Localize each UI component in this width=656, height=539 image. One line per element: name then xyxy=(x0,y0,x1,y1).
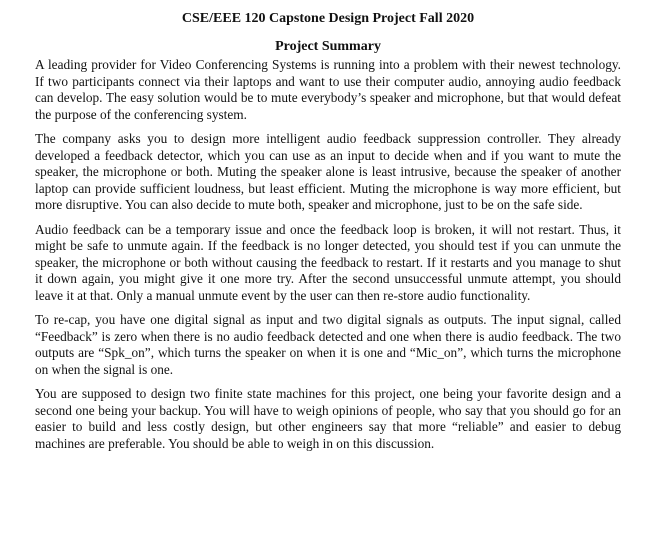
paragraph-company-request: The company asks you to design more intelligent audio feedback suppression controller. They already developed a feedback detector, which you can use as an input to decide when and if you want to mute the speaker, the microphone or both. Muting the speaker alone is least intrusive, because the speaker of another laptop can provide sufficient loudness, but least efficient. Muting the microphone is way more efficient, but more disruptive. You can also decide to mute both, speaker and microphone, just to be on the safe side. xyxy=(35,131,621,212)
paragraph-intro: A leading provider for Video Conferencing Systems is running into a problem with their newest technology. If two participants connect via their laptops and want to use their computer audio, annoying audio feedback can develop. The easy solution would be to mute everybody’s speaker and microphone, but that would defeat the purpose of the conferencing system. xyxy=(35,57,621,122)
paragraph-signals-recap: To re-cap, you have one digital signal as input and two digital signals as outputs. The input signal, called “Feedback” is zero when there is no audio feedback detected and one when there is audio feedback. The two outputs are “Spk_on”, which turns the speaker on when it is one and “Mic_on”, which turns the microphone on when the signal is one. xyxy=(35,312,621,377)
paragraph-unmute-logic: Audio feedback can be a temporary issue and once the feedback loop is broken, it will not restart. Thus, it might be safe to unmute again. If the feedback is no longer detected, you should test if you can unmute the speaker, the microphone or both without causing the feedback to restart. If it restarts and you manage to shut it down again, you might give it one more try. After the second unsuccessful unmute attempt, you should leave it at that. Only a manual unmute event by the user can then re-store audio functionality. xyxy=(35,221,621,303)
document-title: CSE/EEE 120 Capstone Design Project Fall 2020 xyxy=(181,11,475,26)
paragraph-design-task: You are supposed to design two finite state machines for this project, one being your favorite design and a second one being your backup. You will have to weigh opinions of people, who say that you should go for an easier to build and less costly design, but other engineers say that more “reliable” and easier to debug machines are preferable. You should be able to weigh in on this discussion. xyxy=(35,386,621,451)
section-heading: Project Summary xyxy=(275,39,381,54)
